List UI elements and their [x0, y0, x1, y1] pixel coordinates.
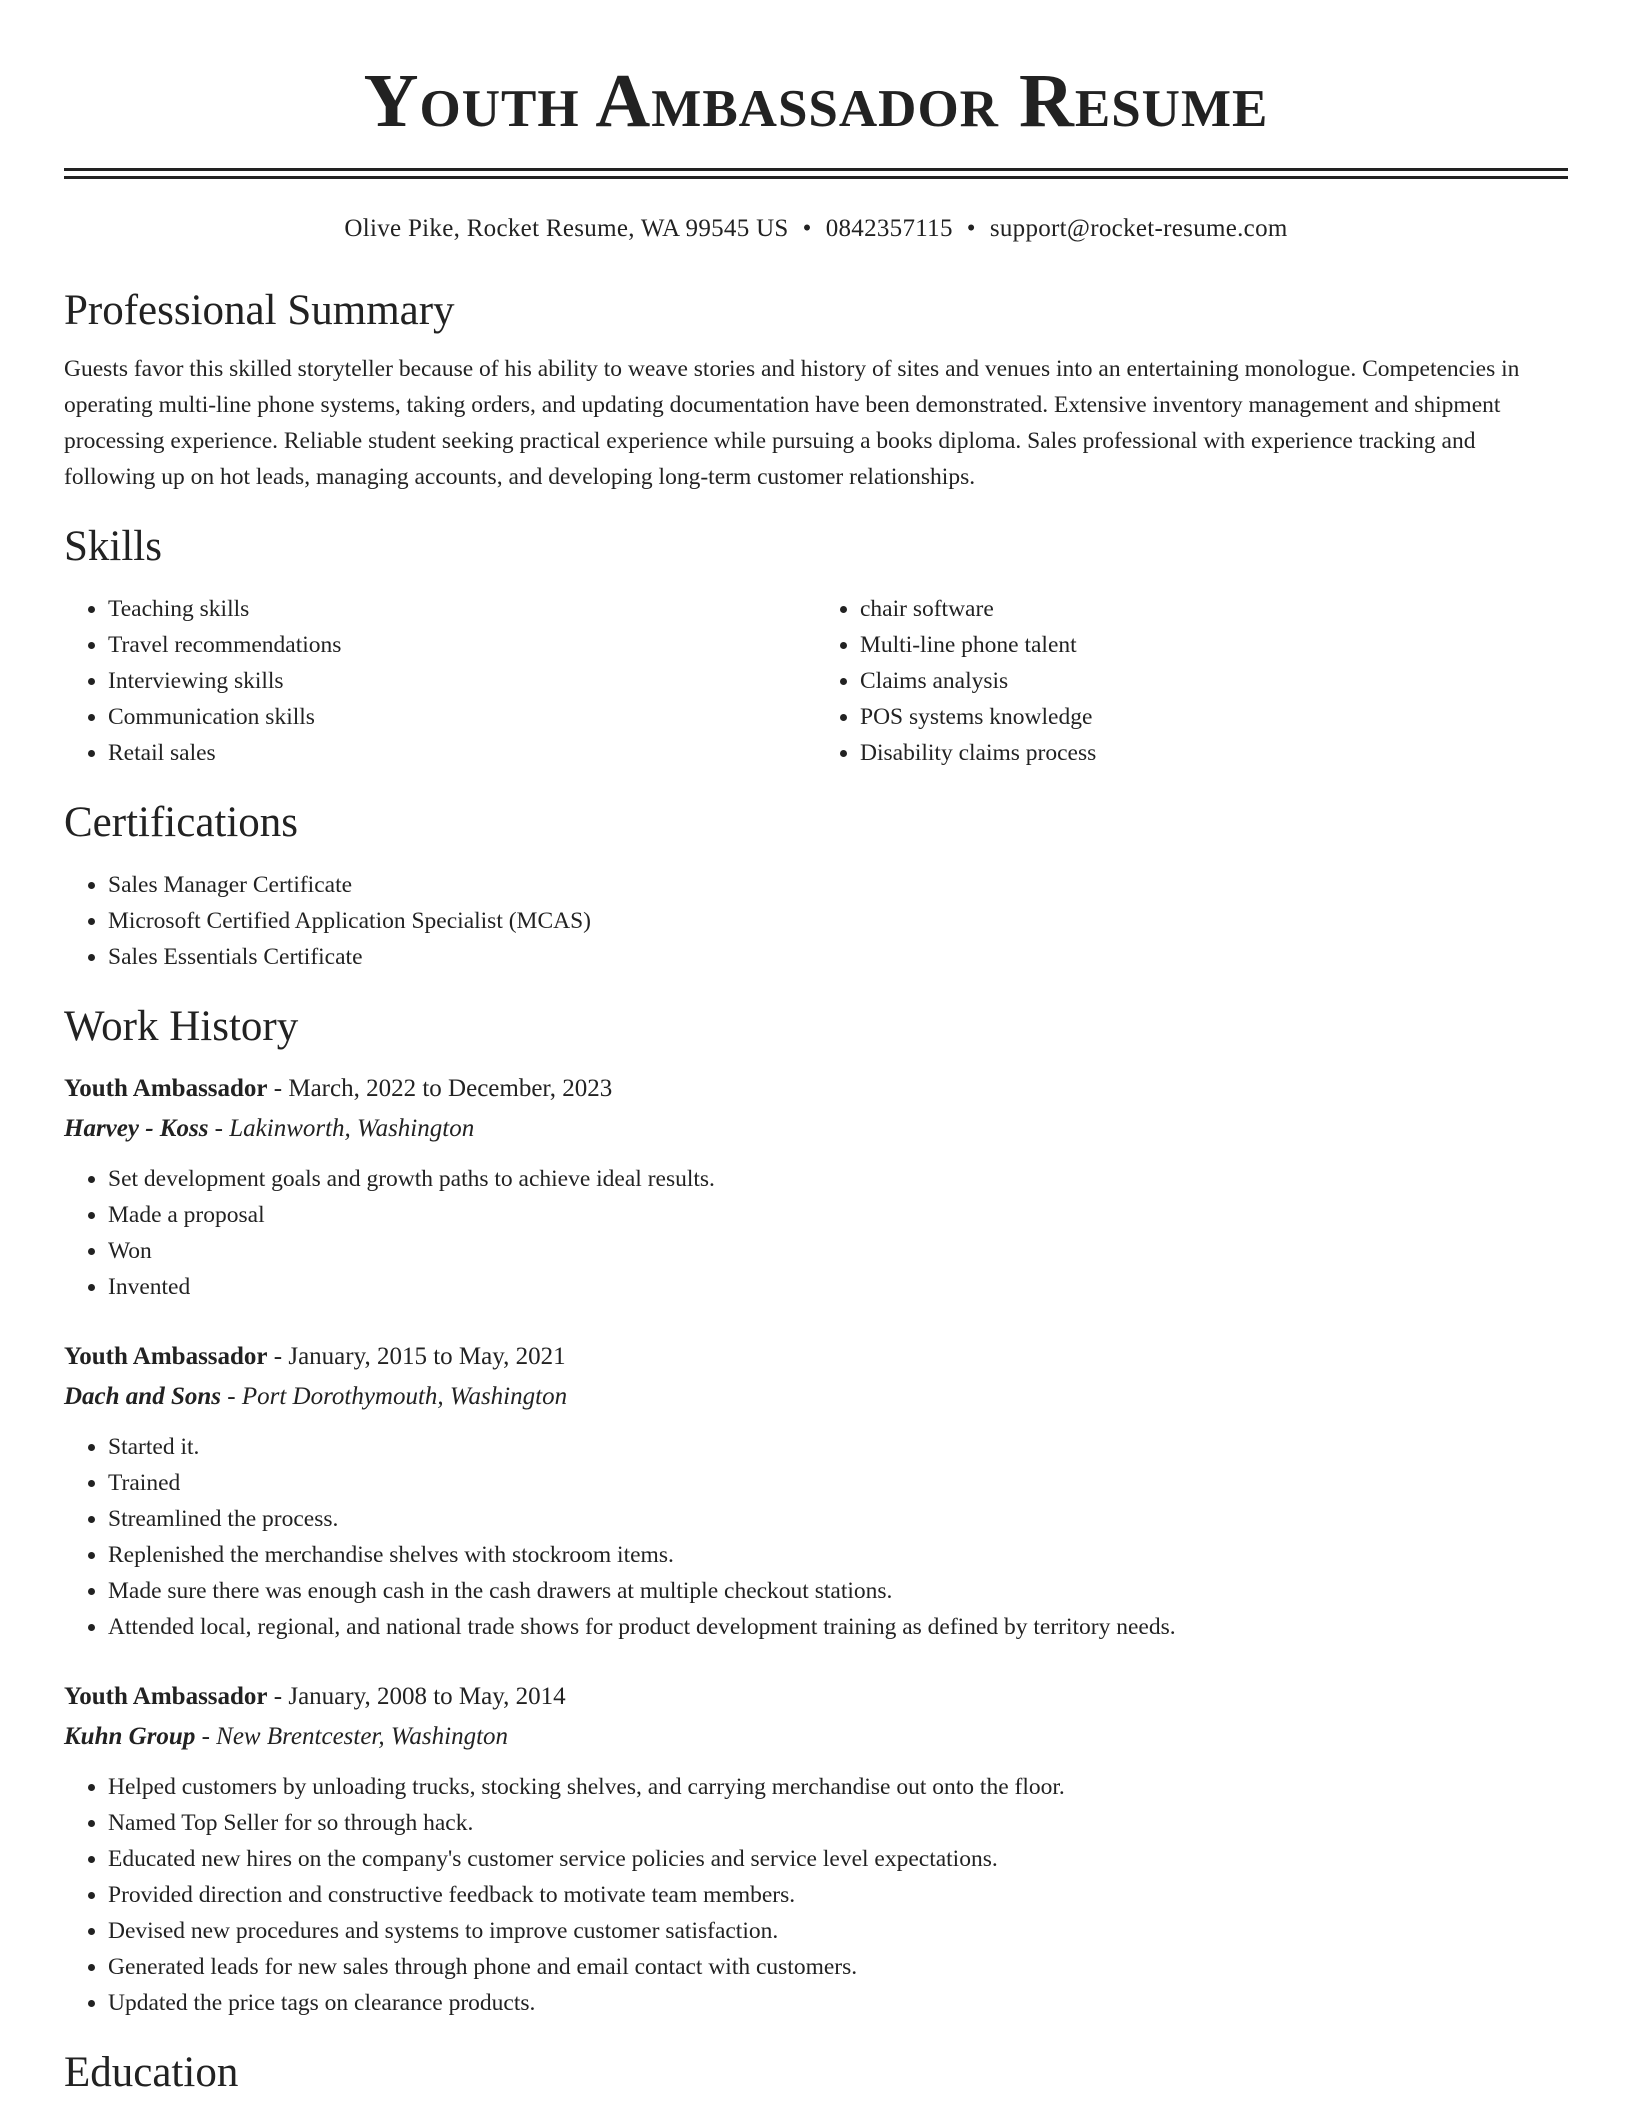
skills-columns — [64, 591, 1568, 771]
skills-heading: Skills — [64, 523, 162, 570]
job-entry — [64, 1071, 1568, 1305]
job-bullet: • Updated the price tags on clearance products. — [108, 1985, 1568, 2021]
job-company: Dach and Sons — [64, 1383, 221, 1410]
job-bullet: • Invented — [108, 1269, 1568, 1305]
work-history-heading: Work History — [64, 1003, 299, 1050]
contact-email: support@rocket-resume.com — [989, 215, 1288, 242]
contact-separator: • — [802, 215, 812, 242]
skill-item: • Retail sales — [108, 735, 816, 771]
skill-item: • chair software — [860, 591, 1568, 627]
certification-item: • Microsoft Certified Application Specialist (MCAS) — [108, 903, 1568, 939]
skills-right-list — [816, 591, 1568, 771]
skill-item: • Disability claims process — [860, 735, 1568, 771]
job-location: New Brentcester, Washington — [216, 1723, 509, 1750]
skill-item: • Claims analysis — [860, 663, 1568, 699]
job-title-line: Youth Ambassador - March, 2022 to December, 2023 — [64, 1075, 613, 1102]
job-bullet: • Devised new procedures and systems to improve customer satisfaction. — [108, 1913, 1568, 1949]
job-bullet: • Educated new hires on the company's customer service policies and service level expectations. — [108, 1841, 1568, 1877]
job-bullet: • Made a proposal — [108, 1197, 1568, 1233]
summary-text: Guests favor this skilled storyteller because of his ability to weave stories and history of sites and venues into an entertaining monologue. Competencies in operating multi-line phone systems, taking orders, and updating documentation have been demonstrated. Extensive inventory management and shipment processing experience. Reliable student seeking practical experience while pursuing a books diploma. Sales professional with experience tracking and following up on hot leads, managing accounts, and developing long-term customer relationships. — [64, 356, 1520, 490]
job-company-line: Dach and Sons - Port Dorothymouth, Washington — [64, 1383, 568, 1410]
job-bullet: • Attended local, regional, and national trade shows for product development training as defined by territory needs. — [108, 1609, 1568, 1645]
job-bullets — [64, 1429, 1568, 1645]
skill-item: • Travel recommendations — [108, 627, 816, 663]
certifications-heading: Certifications — [64, 799, 299, 846]
job-bullets — [64, 1161, 1568, 1305]
job-dates: January, 2008 to May, 2014 — [288, 1683, 566, 1710]
job-bullet: • Streamlined the process. — [108, 1501, 1568, 1537]
summary-heading: Professional Summary — [64, 287, 455, 334]
job-company: Kuhn Group — [64, 1723, 196, 1750]
skill-item: • Communication skills — [108, 699, 816, 735]
job-bullet: • Won — [108, 1233, 1568, 1269]
skills-left-list — [64, 591, 816, 771]
skill-item: • Multi-line phone talent — [860, 627, 1568, 663]
title-divider — [64, 168, 1568, 179]
job-bullet: • Generated leads for new sales through phone and email contact with customers. — [108, 1949, 1568, 1985]
job-title: Youth Ambassador — [64, 1075, 268, 1102]
certifications-list — [64, 867, 1568, 975]
job-dates: March, 2022 to December, 2023 — [288, 1075, 613, 1102]
job-entry — [64, 1679, 1568, 2021]
job-bullet: • Provided direction and constructive feedback to motivate team members. — [108, 1877, 1568, 1913]
certification-item: • Sales Essentials Certificate — [108, 939, 1568, 975]
skill-item: • POS systems knowledge — [860, 699, 1568, 735]
contact-phone: 0842357115 — [825, 215, 953, 242]
education-heading: Education — [64, 2049, 239, 2096]
job-title-line: Youth Ambassador - January, 2015 to May, 2021 — [64, 1343, 566, 1370]
contact-separator: • — [966, 215, 976, 242]
job-bullet: • Trained — [108, 1465, 1568, 1501]
job-bullet: • Named Top Seller for so through hack. — [108, 1805, 1568, 1841]
job-location: Port Dorothymouth, Washington — [241, 1383, 568, 1410]
job-bullets — [64, 1769, 1568, 2021]
contact-address: Olive Pike, Rocket Resume, WA 99545 US — [344, 215, 789, 242]
job-entry — [64, 1339, 1568, 1645]
job-dates: January, 2015 to May, 2021 — [288, 1343, 566, 1370]
job-bullet: • Started it. — [108, 1429, 1568, 1465]
job-company-line: Harvey - Koss - Lakinworth, Washington — [64, 1115, 475, 1142]
job-bullet: • Set development goals and growth paths to achieve ideal results. — [108, 1161, 1568, 1197]
resume-title: Youth Ambassador Resume — [363, 59, 1269, 143]
job-company: Harvey - Koss — [64, 1115, 209, 1142]
job-bullet: • Replenished the merchandise shelves with stockroom items. — [108, 1537, 1568, 1573]
job-company-line: Kuhn Group - New Brentcester, Washington — [64, 1723, 509, 1750]
job-location: Lakinworth, Washington — [229, 1115, 475, 1142]
job-title: Youth Ambassador — [64, 1343, 268, 1370]
contact-line — [64, 213, 1568, 245]
job-title: Youth Ambassador — [64, 1683, 268, 1710]
job-bullet: • Made sure there was enough cash in the cash drawers at multiple checkout stations. — [108, 1573, 1568, 1609]
job-title-line: Youth Ambassador - January, 2008 to May, 2014 — [64, 1683, 566, 1710]
skill-item: • Teaching skills — [108, 591, 816, 627]
job-bullet: • Helped customers by unloading trucks, stocking shelves, and carrying merchandise out onto the floor. — [108, 1769, 1568, 1805]
certification-item: • Sales Manager Certificate — [108, 867, 1568, 903]
skill-item: • Interviewing skills — [108, 663, 816, 699]
